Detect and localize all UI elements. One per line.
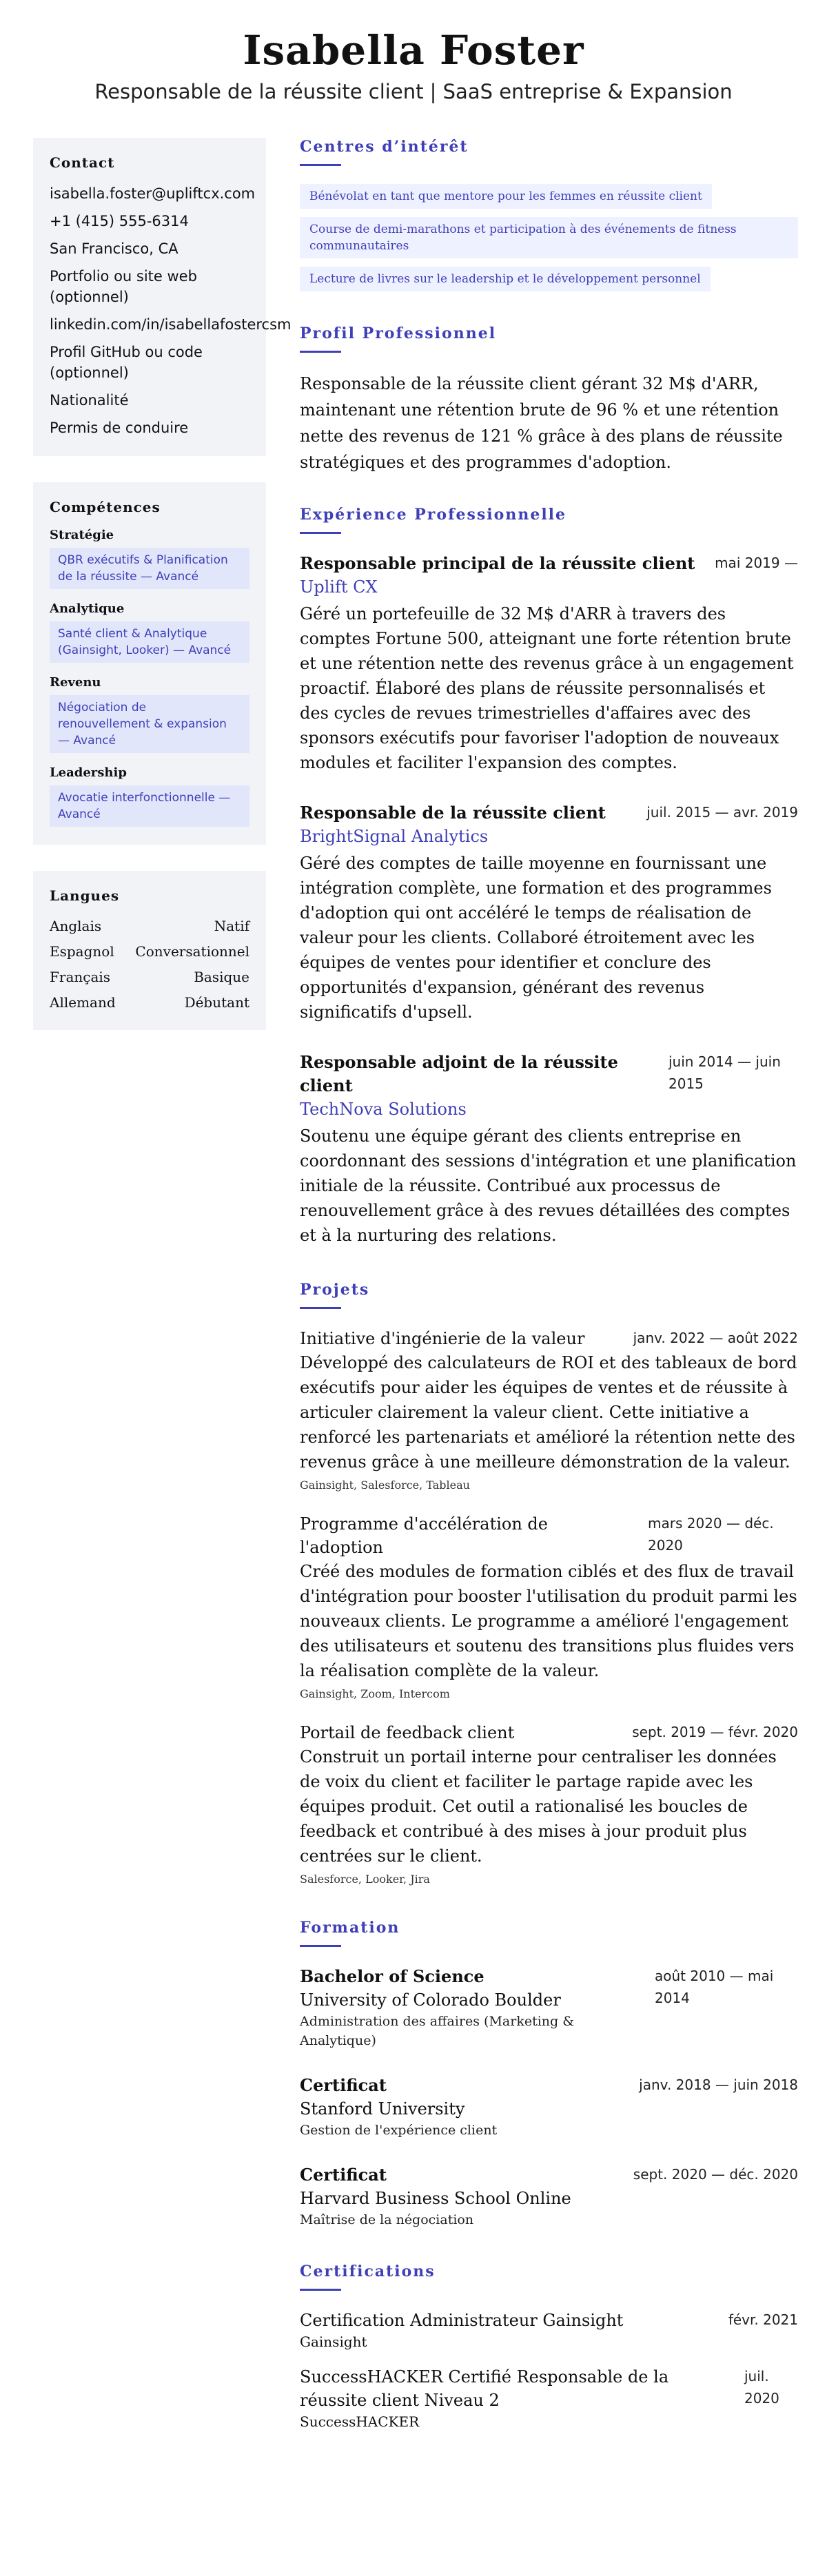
project-description: Développé des calculateurs de ROI et des tableaux de bord exécutifs pour aider les équipes de ventes et de réussite à articuler clairement la valeur client. Cette initiative a renforcé les partenariats et amélioré la rétention nette des revenus grâce à une meilleure démonstration de la valeur. (300, 1353, 797, 1472)
skills-title: Compétences (50, 499, 161, 515)
skill-chip: Avocatie interfonctionnelle — Avancé (50, 785, 249, 827)
education-dates: sept. 2020 — déc. 2020 (633, 2166, 798, 2183)
certification-issuer: Gainsight (300, 2333, 367, 2350)
education-degree: Certificat (300, 2075, 387, 2095)
job-description: Soutenu une équipe gérant des clients entreprise en coordonnant des sessions d'intégration et une planification initiale de la réussite. Contribué aux processus de renouvellement grâce à des revues détaillées des comptes et à la nurturing des relations. (300, 1126, 797, 1245)
job-dates: mai 2019 — (715, 555, 798, 571)
skill-category: Analytique (50, 601, 125, 616)
section-title: Expérience Professionnelle (300, 506, 567, 524)
section-rule (300, 1945, 341, 1947)
project-entry (300, 1512, 798, 1700)
language-name: Allemand (50, 994, 116, 1011)
section-title: Projets (300, 1281, 370, 1299)
education-entry (300, 1965, 798, 2050)
job-entry (300, 801, 798, 1024)
section-rule (300, 164, 341, 166)
section-title: Formation (300, 1919, 400, 1937)
job-description: Géré un portefeuille de 32 M$ d'ARR à travers des comptes Fortune 500, atteignant une forte rétention brute et une rétention nette des revenus grâce à un engagement proactif. Élaboré des plans de réussite personnalisés et des cycles de revues trimestrielles d'affaires avec des sponsors exécutifs pour favoriser l'adoption de nouveaux modules et faciliter l'expansion des comptes. (300, 604, 794, 772)
certification-entry (300, 2365, 798, 2431)
job-title: Responsable de la réussite client (300, 803, 606, 823)
skill-category: Leadership (50, 765, 127, 780)
job-company: TechNova Solutions (300, 1100, 467, 1119)
section-rule (300, 532, 341, 534)
project-description: Créé des modules de formation ciblés et des flux de travail d'intégration pour booster l'utilisation du produit parmi les nouveaux clients. Le programme a amélioré l'engagement des utilisateurs et soutenu des transitions plus fluides vers la réalisation complète de la valeur. (300, 1562, 797, 1680)
skill-group (50, 675, 249, 753)
project-description: Construit un portail interne pour centraliser les données de voix du client et faciliter le partage rapide avec les équipes produit. Cet outil a rationalisé les boucles de feedback et contribué à des mises à jour produit plus centrées sur le client. (300, 1747, 777, 1866)
interests-section (300, 138, 798, 300)
language-level: Débutant (184, 994, 249, 1011)
resume-header (0, 0, 827, 103)
certification-issuer: SuccessHACKER (300, 2413, 420, 2430)
language-name: Anglais (50, 918, 102, 934)
language-name: Espagnol (50, 943, 114, 960)
job-dates: juin 2014 — juin 2015 (668, 1053, 781, 1092)
project-dates: sept. 2019 — févr. 2020 (632, 1724, 798, 1740)
profile-text: Responsable de la réussite client gérant 32 M$ d'ARR, maintenant une rétention brute de 96 % et une rétention nette des revenus de 121 % grâce à des plans de réussite stratégiques et des programmes d'adoption. (300, 374, 783, 472)
contact-email[interactable]: isabella.foster@upliftcx.com (50, 185, 256, 202)
language-row (50, 993, 249, 1012)
job-description: Géré des comptes de taille moyenne en fournissant une intégration complète, une formation et des programmes d'adoption qui ont accéléré le temps de réalisation de valeur pour les clients. Collaboré étroitement avec les équipes de ventes pour identifier et conclure des opportunités d'expansion, générant des revenus significatifs d'upsell. (300, 854, 772, 1022)
education-dates: janv. 2018 — juin 2018 (639, 2077, 798, 2093)
skill-category: Revenu (50, 675, 101, 690)
education-degree: Bachelor of Science (300, 1966, 484, 1986)
project-title: Initiative d'ingénierie de la valeur (300, 1329, 585, 1348)
language-level: Natif (214, 918, 249, 934)
contact-location: San Francisco, CA (50, 240, 178, 257)
section-title: Profil Professionnel (300, 324, 497, 342)
education-field: Gestion de l'expérience client (300, 2123, 498, 2138)
interest-chip: Bénévolat en tant que mentore pour les femmes en réussite client (300, 184, 712, 209)
skill-chip: QBR exécutifs & Planification de la réussite — Avancé (50, 548, 249, 589)
language-level: Basique (194, 969, 249, 985)
contact-phone[interactable]: +1 (415) 555-6314 (50, 213, 189, 229)
main-content (300, 138, 798, 2445)
job-title: Responsable adjoint de la réussite client (300, 1052, 618, 1095)
section-title: Centres d’intérêt (300, 138, 469, 156)
profile-section (300, 324, 798, 475)
language-level: Conversationnel (135, 943, 249, 960)
education-field: Maîtrise de la négociation (300, 2212, 474, 2227)
certification-date: févr. 2021 (728, 2311, 798, 2328)
language-row (50, 967, 249, 987)
languages-title: Langues (50, 887, 120, 904)
section-title: Certifications (300, 2263, 436, 2280)
skill-chip: Négociation de renouvellement & expansion — Avancé (50, 695, 249, 753)
candidate-name: Isabella Foster (243, 27, 584, 74)
certification-name: SuccessHACKER Certifié Responsable de la réussite client Niveau 2 (300, 2367, 669, 2410)
education-entry (300, 2074, 798, 2140)
skill-category: Stratégie (50, 528, 114, 542)
project-tech: Gainsight, Zoom, Intercom (300, 1687, 450, 1700)
contact-github[interactable]: Profil GitHub ou code (optionnel) (50, 344, 203, 381)
certification-date: juil. 2020 (744, 2368, 779, 2407)
contact-title: Contact (50, 154, 115, 171)
certifications-section (300, 2263, 798, 2431)
contact-box (33, 138, 292, 456)
education-entry (300, 2163, 798, 2229)
projects-section (300, 1281, 798, 1886)
contact-license: Permis de conduire (50, 420, 189, 436)
project-entry (300, 1721, 798, 1886)
education-school: Harvard Business School Online (300, 2189, 571, 2208)
job-entry (300, 1051, 798, 1248)
language-row (50, 916, 249, 936)
section-rule (300, 1307, 341, 1309)
contact-linkedin[interactable]: linkedin.com/in/isabellafostercsm (50, 316, 292, 333)
skill-group (50, 528, 249, 589)
job-entry (300, 552, 798, 775)
interest-chip: Course de demi-marathons et participation à des événements de fitness communautaires (300, 217, 798, 258)
section-rule (300, 351, 341, 353)
project-dates: mars 2020 — déc. 2020 (648, 1515, 774, 1554)
job-company: BrightSignal Analytics (300, 827, 489, 846)
education-school: Stanford University (300, 2099, 465, 2119)
section-rule (300, 2289, 341, 2291)
contact-portfolio[interactable]: Portfolio ou site web (optionnel) (50, 268, 197, 305)
job-title: Responsable principal de la réussite client (300, 553, 695, 573)
languages-box (33, 871, 266, 1030)
interest-chip: Lecture de livres sur le leadership et le développement personnel (300, 267, 711, 291)
education-dates: août 2010 — mai 2014 (655, 1968, 774, 2006)
skill-group (50, 765, 249, 827)
language-name: Français (50, 969, 111, 985)
project-dates: janv. 2022 — août 2022 (633, 1330, 798, 1346)
candidate-headline: Responsable de la réussite client | SaaS entreprise & Expansion (94, 79, 733, 103)
education-degree: Certificat (300, 2165, 387, 2185)
project-tech: Gainsight, Salesforce, Tableau (300, 1478, 470, 1492)
job-company: Uplift CX (300, 577, 378, 597)
contact-nationality: Nationalité (50, 392, 129, 409)
project-title: Portail de feedback client (300, 1723, 515, 1742)
skill-chip: Santé client & Analytique (Gainsight, Looker) — Avancé (50, 621, 249, 663)
skills-box (33, 482, 266, 845)
skill-group (50, 601, 249, 663)
project-entry (300, 1327, 798, 1492)
education-field: Administration des affaires (Marketing & Analytique) (300, 2014, 575, 2048)
project-tech: Salesforce, Looker, Jira (300, 1873, 430, 1886)
interest-list (300, 184, 798, 300)
certification-name: Certification Administrateur Gainsight (300, 2311, 624, 2330)
education-section (300, 1919, 798, 2229)
language-row (50, 942, 249, 961)
experience-section (300, 506, 798, 1248)
certification-entry (300, 2309, 798, 2351)
project-title: Programme d'accélération de l'adoption (300, 1514, 548, 1557)
sidebar (33, 138, 292, 1056)
education-school: University of Colorado Boulder (300, 1990, 561, 2010)
job-dates: juil. 2015 — avr. 2019 (646, 804, 798, 821)
